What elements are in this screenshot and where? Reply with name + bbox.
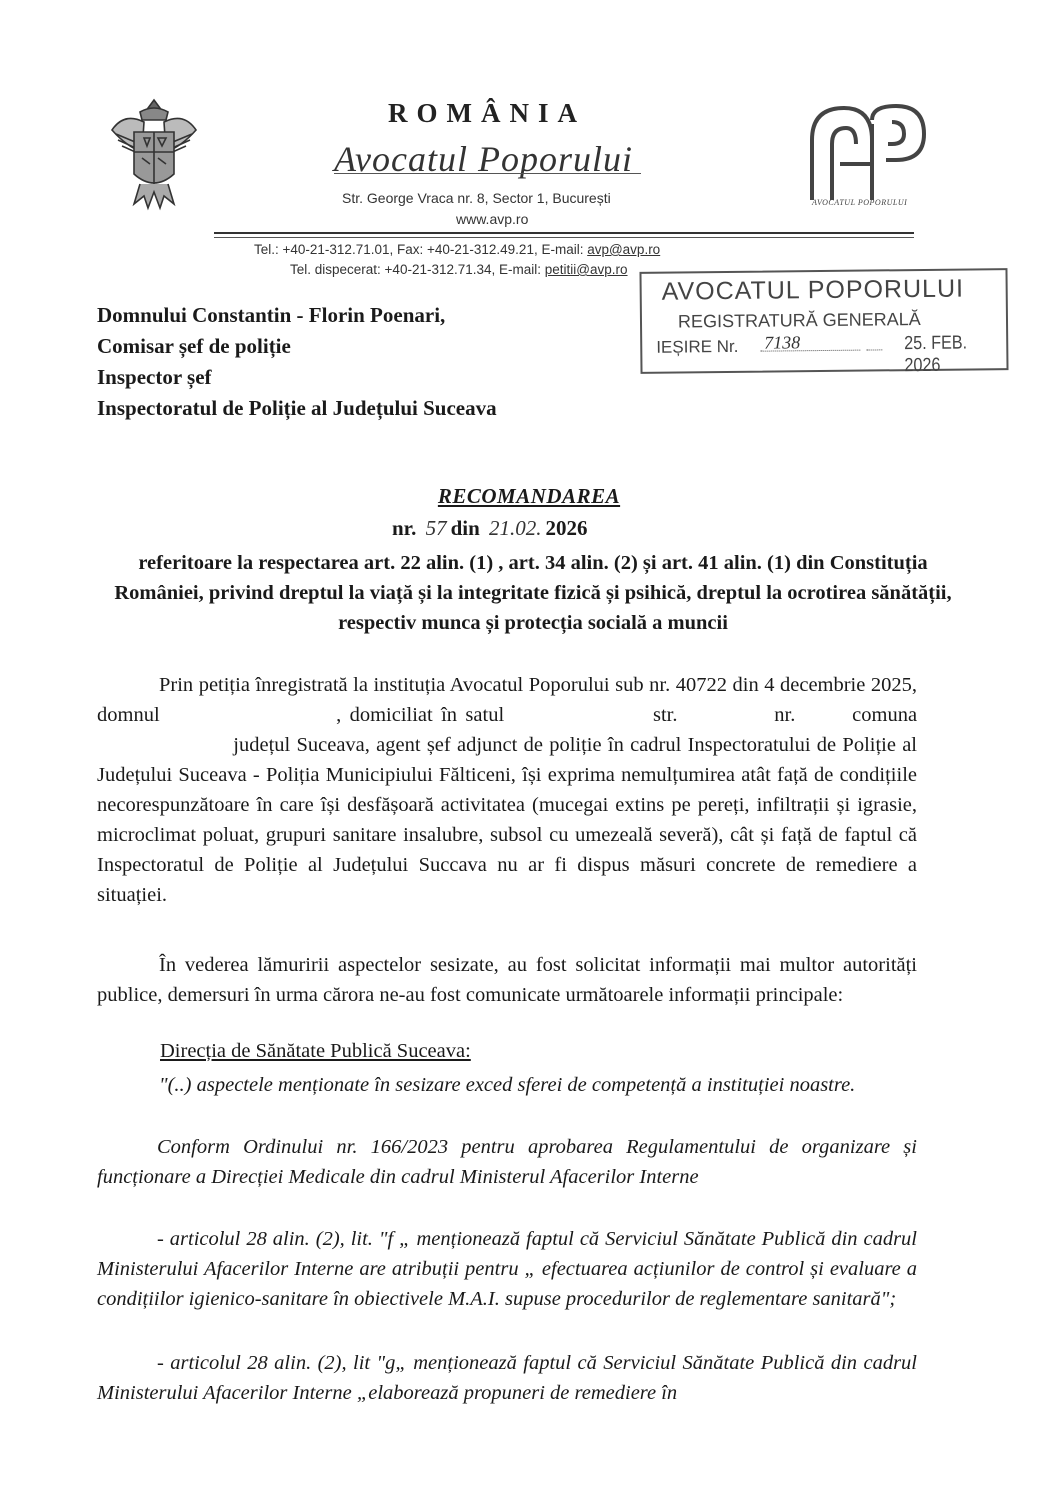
p1-text-b: , domiciliat în satul: [336, 704, 505, 726]
institution-website: www.avp.ro: [456, 211, 529, 227]
nr-label: nr.: [392, 516, 417, 540]
paragraph-inquiry: În vederea lămuririi aspectelor sesizate, au fost solicitat informații mai multor autorități publice, demersuri în urma cărora ne-au fost comunicate următoarele informații principale:: [97, 954, 917, 1006]
stamp-subtitle: REGISTRATURĂ GENERALĂ: [677, 308, 921, 332]
header-divider: [214, 232, 914, 234]
institution-name: Avocatul Poporului: [334, 139, 633, 179]
contact-dispatch-phone: Tel. dispecerat: +40-21-312.71.34, E-mail:: [290, 262, 545, 277]
stamp-out-label: IEȘIRE Nr.: [656, 336, 739, 357]
stamp-title: AVOCATUL POPORULUI: [661, 274, 965, 306]
logo-caption: AVOCATUL POPORULUI: [812, 198, 908, 207]
registry-stamp: [639, 268, 1008, 377]
quote-competence: "(..) aspectele menționate în sesizare exced sferei de competență a instituției noastre.: [159, 1074, 856, 1096]
paragraph-petition: [97, 670, 917, 910]
quote-order: Conform Ordinului nr. 166/2023 pentru aprobarea Regulamentului de organizare și funcționare a Direcției Medicale din cadrul Ministerul Afacerilor Interne: [97, 1136, 917, 1188]
p1-text-a: Prin petiția înregistrată la instituția Avocatul Poporului sub nr. 40722 din 4 decembrie 2025, domnul: [97, 674, 917, 726]
document-subject: referitoare la respectarea art. 22 alin. (1) , art. 34 alin. (2) și art. 41 alin. (1) din Constituția României, privind dreptul la viață și la integritate fizică și psihică, dreptul la ocrotirea sănătății, respectiv munca și protecția socială a muncii: [114, 552, 952, 634]
p1-text-f: județul Suceava, agent șef adjunct de poliție în cadrul Inspectoratului de Poliție al Județului Suceava - Poliția Municipiului Fălticeni, își exprima nemulțumirea atât față de condițiile necorespunzătoare în care își desfășoară activitatea (mucegai extins pe pereți, infiltrații și igrasie, microclimat poluat, grupuri sanitare insalubre, subsol cu umezeală severă), cât și față de faptul că Inspectoratul de Poliție al Județului Succava nu ar fi dispus măsuri concrete de remediere a situației.: [97, 734, 918, 906]
stamp-dotted-line-2: [866, 349, 882, 350]
contact-phone-fax: Tel.: +40-21-312.71.01, Fax: +40-21-312.49.21, E-mail:: [254, 242, 588, 257]
addressee-institution: Inspectoratul de Poliție al Județului Suceava: [97, 396, 497, 420]
document-title: RECOMANDAREA: [437, 484, 621, 508]
handwritten-date: 21.02.: [489, 516, 542, 540]
quote-article-g: - articolul 28 alin. (2), lit "g„ menționează faptul că Serviciul Sănătate Publică din cadrul Ministerului Afacerilor Interne „elaborează propuneri de remediere în: [97, 1352, 917, 1404]
stamp-date: 25. FEB. 2026: [904, 332, 968, 377]
header-divider-thin: [214, 237, 914, 238]
quote-article-f: - articolul 28 alin. (2), lit. "f „ menționează faptul că Serviciul Sănătate Publică din cadrul Ministerului Afacerilor Interne are atribuții pentru „ efectuarea acțiunilor de control și evaluare a condițiilor igienico-sanitare în obiectivele M.A.I. supuse procedurilor de reglementare sanitară";: [97, 1228, 917, 1310]
contact-email-link[interactable]: avp@avp.ro: [587, 242, 661, 257]
stamp-out-number: 7138: [764, 332, 801, 353]
p1-text-c: str.: [652, 704, 678, 726]
addressee-block: [97, 300, 497, 424]
section-heading-dsp: Direcția de Sănătate Publică Suceava:: [160, 1040, 471, 1062]
institution-address: Str. George Vraca nr. 8, Sector 1, București: [342, 190, 611, 206]
addressee-rank: Comisar șef de poliție: [97, 334, 291, 358]
addressee-function: Inspector șef: [97, 365, 212, 389]
stamp-dotted-line: [760, 350, 860, 352]
contact-line-1: [254, 242, 660, 257]
addressee-name: Domnului Constantin - Florin Poenari,: [97, 303, 446, 327]
contact-line-2: [290, 262, 628, 277]
petitions-email-link[interactable]: petitii@avp.ro: [544, 262, 628, 277]
document-year: 2026: [545, 516, 588, 540]
din-label: din: [450, 516, 480, 540]
handwritten-number: 57: [425, 516, 447, 540]
country-heading: ROMÂNIA: [388, 98, 586, 128]
p1-text-e: comuna: [852, 704, 918, 726]
p1-text-d: nr.: [774, 704, 796, 726]
document-number-line: [392, 516, 588, 541]
coat-of-arms-icon: [104, 92, 204, 220]
